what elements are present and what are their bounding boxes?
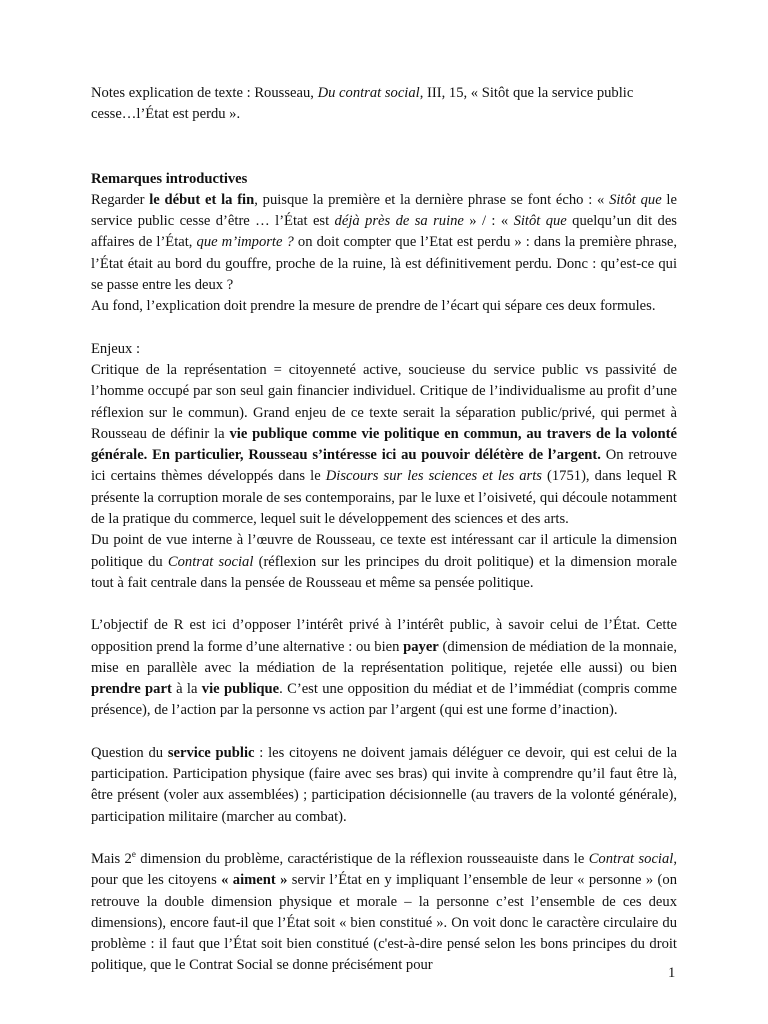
paragraph-intro-1: Regarder le début et la fin, puisque la première et la dernière phrase se font écho : « Sitôt que le service public cesse d’être … l’État est déjà près de sa ruine » / : « Sitôt que quelqu’un dit des affaires de l’État, que m’importe ? on doit compter que l’Etat est perdu » : dans la première phrase, l’État était au bord du gouffre, proche de la ruine, là est définitivement perdu. Donc : qu’est-ce qui se passe entre les deux ? bbox=[91, 191, 677, 294]
paragraph-dimension: Mais 2e dimension du problème, caractéristique de la réflexion rousseauiste dans le Contrat social, pour que les citoyens « aiment » servir l’État en y impliquant l’ensemble de leur « personne » (on retrouve la double dimension physique et morale – la personne c’est l’ensemble de ces deux dimensions), encore faut-il que l’État soit « bien constitué ». On voit donc le caractère circulaire du problème : il faut que l’État soit bien constitué (c'est-à-dire pensé selon les bons principes du droit politique, que le Contrat Social se donne précisément pour bbox=[91, 849, 678, 974]
paragraph-intro-2: Au fond, l’explication doit prendre la mesure de prendre de l’écart qui sépare ces deux formules. bbox=[91, 298, 656, 315]
paragraph-service-public: Question du service public : les citoyens ne doivent jamais déléguer ce devoir, qui est celui de la participation. Participation physique (faire avec ses bras) qui invite à comprendre qu’il faut être là, être présent (voler aux assemblées) ; participation décisionnelle (au travers de la volonté générale), participation militaire (marcher au combat). bbox=[91, 744, 677, 825]
page-number: 1 bbox=[668, 965, 676, 981]
paragraph-objectif: L’objectif de R est ici d’opposer l’intérêt privé à l’intérêt public, à savoir celui de l’État. Cette opposition prend la forme d’une alternative : ou bien payer (dimension de médiation de la monnaie, mise en parallèle avec la médiation de la représentation politique, rejetée elle aussi) ou bien prendre part à la vie publique. C’est une opposition du médiat et de l’immédiat (compris comme présence), de l’action par la personne vs action par l’argent (qui est une forme d’inaction). bbox=[91, 617, 677, 719]
paragraph-enjeux-1: Critique de la représentation = citoyenneté active, soucieuse du service public vs passivité de l’homme occupé par son seul gain financier individuel. Critique de l’individualisme au profit d’une réflexion sur le commun). Grand enjeu de ce texte serait la séparation public/privé, qui permet à Rousseau de définir la vie publique comme vie politique en commun, au travers de la volonté générale. En particulier, Rousseau s’intéresse ici au pouvoir délétère de l’argent. On retrouve ici certains thèmes développés dans le Discours sur les sciences et les arts (1751), dans lequel R présente la corruption morale de ses contemporains, par le luxe et l’oisiveté, qui découle notamment de la pratique du commerce, lequel suit le développement des sciences et des arts. bbox=[91, 361, 677, 528]
document-body bbox=[91, 83, 677, 977]
section-heading-intro: Remarques introductives bbox=[91, 170, 248, 187]
paragraph-enjeux-2: Du point de vue interne à l’œuvre de Rousseau, ce texte est intéressant car il articule la dimension politique du Contrat social (réflexion sur les principes du droit politique) et la dimension morale tout à fait centrale dans la pensée de Rousseau et même sa pensée politique. bbox=[91, 532, 677, 591]
document-title: Notes explication de texte : Rousseau, Du contrat social, III, 15, « Sitôt que la service public cesse…l’État est perdu ». bbox=[91, 85, 634, 123]
section-heading-enjeux: Enjeux : bbox=[91, 340, 141, 357]
